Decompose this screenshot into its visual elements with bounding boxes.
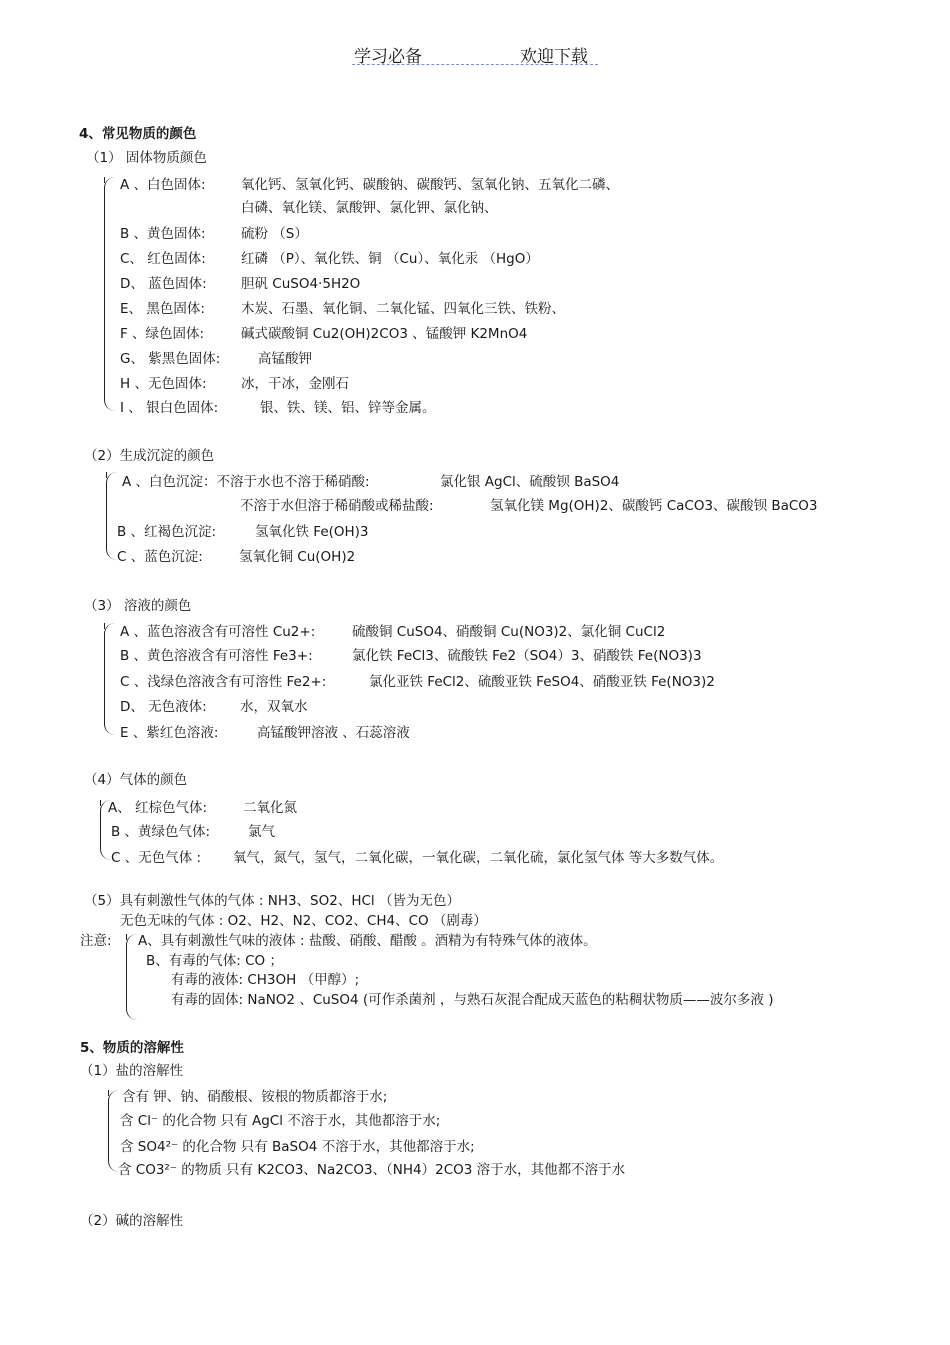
salt-rule: 含有 钾、钠、硝酸根、铵根的物质都溶于水; — [122, 1089, 388, 1105]
solid-row-key: F 、绿色固体: — [120, 326, 205, 342]
gas-row-value: 氧气，氮气，氢气，二氧化碳，一氧化碳，二氧化硫，氯化氢气体 等大多数气体。 — [233, 850, 724, 866]
note-label: 注意: — [80, 933, 112, 949]
solution-row-key: D、 无色液体: — [120, 699, 207, 715]
solution-row-key: E 、紫红色溶液: — [120, 725, 219, 741]
note-line: B、有毒的气体: CO ； — [146, 953, 283, 969]
brace-notes — [126, 934, 137, 1020]
solid-row-value: 氧化钙、氢氧化钙、碳酸钠、碳酸钙、氢氧化钠、五氧化二磷、 — [241, 177, 619, 193]
solution-row-value: 高锰酸钾溶液 、石蕊溶液 — [257, 725, 410, 741]
brace-solutions — [104, 623, 115, 735]
solid-row-value: 高锰酸钾 — [258, 351, 312, 367]
solution-row-value: 水，双氧水 — [240, 699, 308, 715]
section-4-title: 4、常见物质的颜色 — [79, 126, 197, 142]
subsection-1-title: （1） 固体物质颜色 — [86, 150, 207, 166]
base-solubility-title: （2）碱的溶解性 — [80, 1213, 184, 1229]
solid-row-key: A 、白色固体: — [120, 177, 206, 193]
precip-row-value: 氢氧化铁 Fe(OH)3 — [255, 524, 369, 540]
gas-row-value: 二氧化氮 — [243, 800, 297, 816]
solid-row-key: I 、 银白色固体: — [120, 400, 219, 416]
precip-row-key: B 、红褐色沉淀: — [117, 524, 217, 540]
precip-row-key: C 、蓝色沉淀: — [117, 549, 203, 565]
solid-row-key: G、 紫黑色固体: — [120, 351, 221, 367]
subsection-2-title: （2）生成沉淀的颜色 — [84, 448, 215, 464]
gas-row-key: C 、无色气体 : — [111, 850, 202, 866]
solid-row-key: D、 蓝色固体: — [120, 276, 207, 292]
subsection-5-line1: （5）具有刺激性气体的气体 : NH3、SO2、HCl （皆为无色） — [84, 893, 460, 909]
solid-row-key: H 、无色固体: — [120, 376, 207, 392]
precip-row-value: 氢氧化镁 Mg(OH)2、碳酸钙 CaCO3、碳酸钡 BaCO3 — [490, 498, 818, 514]
header-left: 学习必备 — [354, 47, 422, 67]
gas-row-value: 氯气 — [248, 824, 275, 840]
solid-row-value: 冰，干冰，金刚石 — [241, 376, 349, 392]
solid-row-value: 白磷、氧化镁、氯酸钾、氯化钾、氯化钠、 — [241, 200, 498, 216]
precip-row-key: A 、白色沉淀：不溶于水也不溶于稀硝酸: — [122, 474, 370, 490]
solid-row-value: 银、铁、镁、铝、锌等金属。 — [260, 400, 436, 416]
header-right: 欢迎下载 — [520, 47, 588, 67]
subsection-5-line2: 无色无味的气体 : O2、H2、N2、CO2、CH4、CO （剧毒） — [120, 913, 487, 929]
header-divider — [352, 64, 598, 65]
solution-row-value: 氯化铁 FeCl3、硫酸铁 Fe2（SO4）3、硝酸铁 Fe(NO3)3 — [352, 648, 702, 664]
salt-rule: 含 CO3²⁻ 的物质 只有 K2CO3、Na2CO3、（NH4）2CO3 溶于水，其他都不溶于水 — [118, 1162, 626, 1178]
salt-solubility-title: （1）盐的溶解性 — [80, 1063, 184, 1079]
precip-row-value: 氢氧化铜 Cu(OH)2 — [239, 549, 356, 565]
subsection-4-title: （4）气体的颜色 — [84, 772, 188, 788]
precip-row-value: 氯化银 AgCl、硫酸钡 BaSO4 — [440, 474, 620, 490]
solution-row-value: 氯化亚铁 FeCl2、硫酸亚铁 FeSO4、硝酸亚铁 Fe(NO3)2 — [369, 674, 715, 690]
solution-row-key: C 、浅绿色溶液含有可溶性 Fe2+: — [120, 674, 327, 690]
solution-row-key: B 、黄色溶液含有可溶性 Fe3+: — [120, 648, 313, 664]
salt-rule: 含 SO4²⁻ 的化合物 只有 BaSO4 不溶于水，其他都溶于水; — [120, 1139, 475, 1155]
note-line: 有毒的固体: NaNO2 、CuSO4 (可作杀菌剂 ，与熟石灰混合配成天蓝色的粘稠状物质——波尔多液 ) — [171, 992, 774, 1008]
solid-row-key: B 、黄色固体: — [120, 226, 206, 242]
brace-precipitates — [106, 472, 117, 560]
gas-row-key: A、 红棕色气体: — [108, 800, 208, 816]
brace-solids — [104, 177, 115, 411]
note-line: 有毒的液体: CH3OH （甲醇）; — [171, 972, 360, 988]
solid-row-value: 硫粉 （S） — [241, 226, 308, 242]
precip-row-key: 不溶于水但溶于稀硝酸或稀盐酸: — [240, 498, 434, 514]
section-5-title: 5、物质的溶解性 — [80, 1040, 184, 1056]
solid-row-value: 木炭、石墨、氧化铜、二氧化锰、四氧化三铁、铁粉、 — [241, 301, 565, 317]
note-line: A、具有刺激性气味的液体 : 盐酸、硝酸、醋酸 。酒精为有特殊气体的液体。 — [138, 933, 597, 949]
solid-row-value: 碱式碳酸铜 Cu2(OH)2CO3 、锰酸钾 K2MnO4 — [241, 326, 528, 342]
solid-row-value: 红磷 （P）、氧化铁、铜 （Cu）、氧化汞 （HgO） — [241, 251, 539, 267]
solid-row-value: 胆矾 CuSO4·5H2O — [241, 276, 361, 292]
solution-row-value: 硫酸铜 CuSO4、硝酸铜 Cu(NO3)2、氯化铜 CuCl2 — [352, 624, 666, 640]
subsection-3-title: （3） 溶液的颜色 — [84, 598, 192, 614]
solution-row-key: A 、蓝色溶液含有可溶性 Cu2+: — [120, 624, 316, 640]
solid-row-key: C、 红色固体: — [120, 251, 206, 267]
solid-row-key: E、 黑色固体: — [120, 301, 205, 317]
salt-rule: 含 Cl⁻ 的化合物 只有 AgCl 不溶于水，其他都溶于水; — [120, 1113, 441, 1129]
gas-row-key: B 、黄绿色气体: — [111, 824, 211, 840]
